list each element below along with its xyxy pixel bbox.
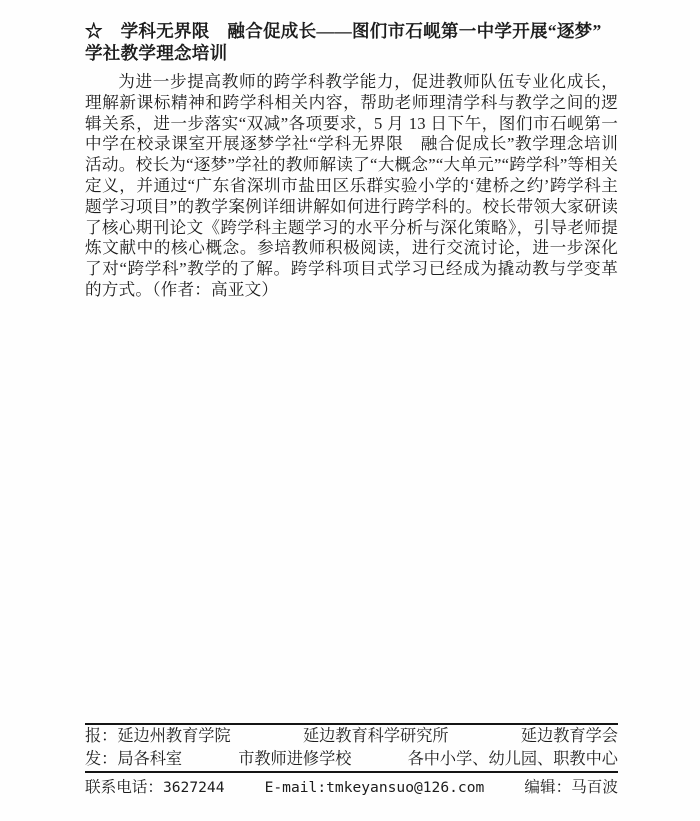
article-title-line-1: ☆ 学科无界限 融合促成长——图们市石岘第一中学开展“逐梦” [85,21,602,41]
article-title [85,21,618,64]
contact-line [85,773,618,799]
article [85,21,618,301]
distribute-to-item-1: 局各科室 [117,750,183,768]
contact-email-label: E-mail: [264,779,327,796]
contact-phone-group [85,776,225,799]
distribute-to-line [85,748,618,771]
report-to-item-3: 延边教育学会 [520,727,618,745]
contact-email-address: tmkeyansuo@126.com [326,779,485,796]
distribute-to-first [85,748,182,771]
document-footer [85,723,618,799]
contact-phone-number: 3627244 [162,779,225,796]
distribute-to-item-3: 各中小学、幼儿园、职教中心 [407,750,618,768]
article-title-line-2: 学社教学理念培训 [85,42,228,63]
contact-editor-name: 马百波 [571,779,618,796]
report-to-first [85,725,231,748]
report-to-label: 报： [85,727,118,745]
distribute-to-label: 发： [85,750,118,768]
report-to-item-1: 延边州教育学院 [117,727,231,745]
report-to-line [85,725,618,748]
contact-editor-group [524,776,618,799]
report-to-item-2: 延边教育科学研究所 [302,727,449,745]
contact-email-group [265,776,485,799]
contact-phone-label: 联系电话： [85,779,163,796]
article-paragraph: 为进一步提高教师的跨学科教学能力，促进教师队伍专业化成长，理解新课标精神和跨学科相关内容，帮助老师理清学科与教学之间的逻辑关系，进一步落实“双减”各项要求，5 月 13 日下午，图们市石岘第一中学在校录课室开展逐梦学社“学科无界限 融合促成长”教学理念培训活动。校长为“逐梦”学社的教师解读了“大概念”“大单元”“跨学科”等相关定义，并通过“广东省深圳市盐田区乐群实验小学的‘建桥之约’跨学科主题学习项目”的教学案例详细讲解如何进行跨学科的。校长带领大家研读了核心期刊论文《跨学科主题学习的水平分析与深化策略》，引导老师提炼文献中的核心概念。参培教师积极阅读，进行交流讨论，进一步深化了对“跨学科”教学的了解。跨学科项目式学习已经成为撬动教与学变革的方式。（作者：高亚文） [85,72,618,299]
contact-editor-label: 编辑： [524,779,572,796]
distribute-to-item-2: 市教师进修学校 [238,750,352,768]
